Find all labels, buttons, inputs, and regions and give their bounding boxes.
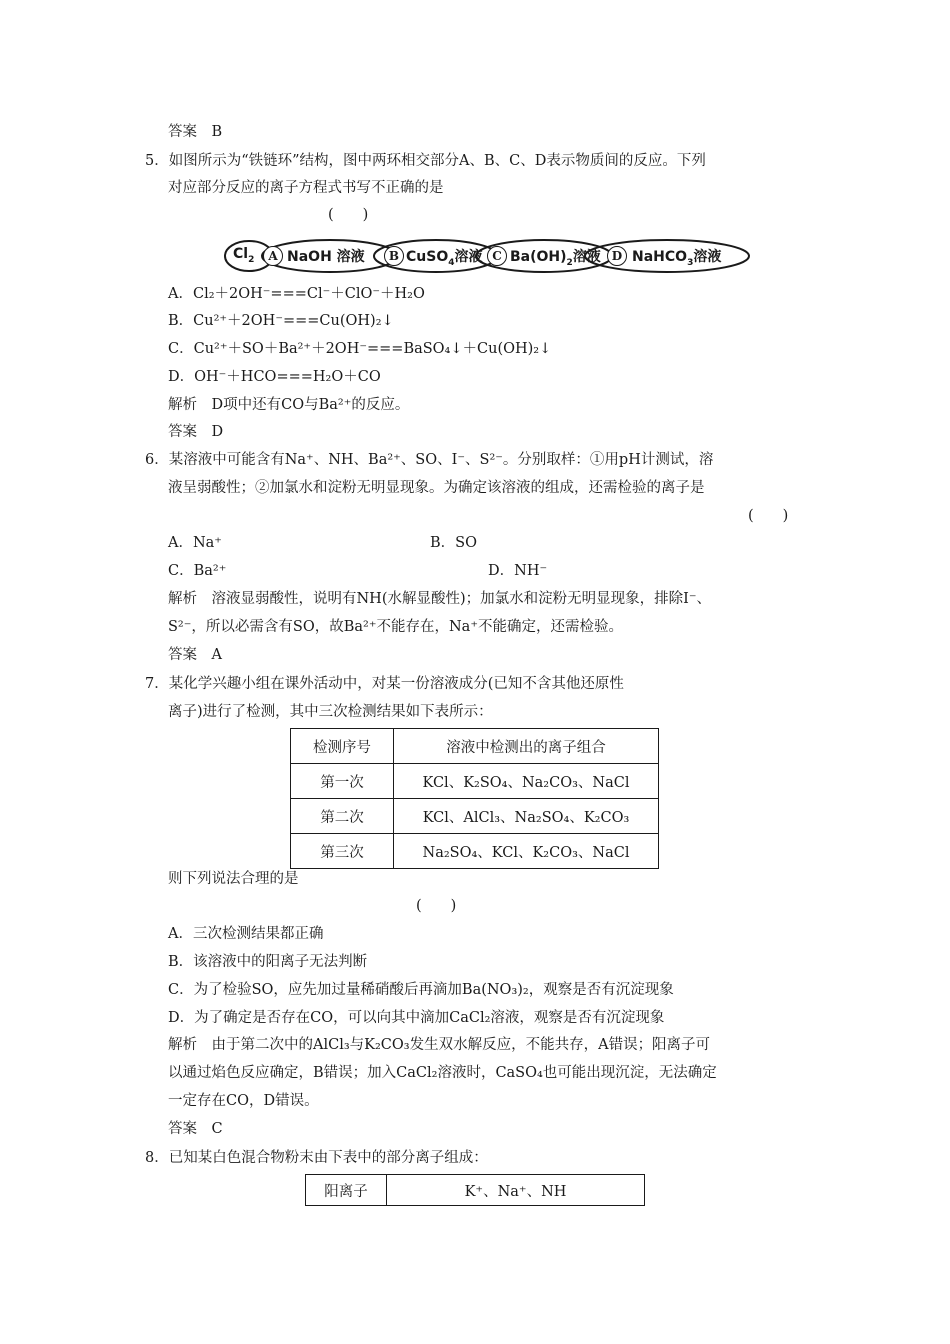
iron-chain-diagram (222, 237, 752, 275)
q6-analysis-line1: 解析 溶液显弱酸性，说明有NH(水解显酸性)；加氯水和淀粉无明显现象，排除I⁻、 (168, 591, 712, 607)
chain-naoh-label: NaOH 溶液 (287, 249, 365, 265)
q5-option-d: D．OH⁻＋HCO===H₂O＋CO (168, 369, 381, 385)
q8-table-label: 阳离子 (306, 1175, 387, 1206)
chain-cl2-label: $Cl_2$ (233, 246, 255, 265)
q7-table-header-row (291, 729, 659, 764)
q4-answer: 答案 B (168, 124, 223, 140)
q6-option-a: A．Na⁺ (168, 535, 222, 551)
q8-ion-table (305, 1174, 645, 1206)
table-row (291, 799, 659, 834)
chain-junction-b: B (384, 246, 404, 266)
table-row (291, 834, 659, 869)
q6-stem-line1: 6．某溶液中可能含有Na⁺、NH、Ba²⁺、SO、I⁻、S²⁻。分别取样：①用pH计测试，溶 (145, 452, 714, 468)
q7-stem-line2: 离子)进行了检测，其中三次检测结果如下表所示： (168, 704, 493, 720)
q7-table-cell-order: 第三次 (291, 834, 394, 869)
q8-stem: 8．已知某白色混合物粉末由下表中的部分离子组成： (145, 1150, 488, 1166)
q7-answer: 答案 C (168, 1121, 223, 1137)
chain-cuso4-label: CuSO$_4$溶液 (406, 249, 483, 268)
chain-junction-c: C (487, 246, 507, 266)
q7-analysis-line1: 解析 由于第二次中的AlCl₃与K₂CO₃发生双水解反应，不能共存，A错误；阳离子可 (168, 1037, 711, 1053)
q6-answer: 答案 A (168, 647, 222, 663)
q7-analysis-line2: 以通过焰色反应确定，B错误；加入CaCl₂溶液时，CaSO₄也可能出现沉淀，无法确定 (168, 1065, 717, 1081)
q7-option-b: B．该溶液中的阳离子无法判断 (168, 954, 368, 970)
q7-option-d: D．为了确定是否存在CO，可以向其中滴加CaCl₂溶液，观察是否有沉淀现象 (168, 1010, 665, 1026)
q7-table-cell-ions: Na₂SO₄、KCl、K₂CO₃、NaCl (394, 834, 659, 869)
q6-option-b: B．SO (430, 535, 477, 551)
q7-table-cell-order: 第二次 (291, 799, 394, 834)
q5-stem-line1: 5．如图所示为“铁链环”结构，图中两环相交部分A、B、C、D表示物质间的反应。下列 (145, 153, 706, 169)
q6-option-c: C．Ba²⁺ (168, 563, 227, 579)
chain-junction-d: D (607, 246, 627, 266)
q5-option-a: A．Cl₂＋2OH⁻===Cl⁻＋ClO⁻＋H₂O (168, 286, 425, 302)
table-row (291, 764, 659, 799)
q7-analysis-line3: 一定存在CO，D错误。 (168, 1093, 319, 1109)
q7-table-cell-order: 第一次 (291, 764, 394, 799)
q5-option-c: C．Cu²⁺＋SO＋Ba²⁺＋2OH⁻===BaSO₄↓＋Cu(OH)₂↓ (168, 341, 552, 357)
q5-answer: 答案 D (168, 424, 224, 440)
q6-answer-paren: ( ) (748, 508, 789, 524)
q7-table-header-cell: 检测序号 (291, 729, 394, 764)
chain-junction-a: A (263, 246, 283, 266)
q5-option-b: B．Cu²⁺＋2OH⁻===Cu(OH)₂↓ (168, 313, 394, 329)
q8-table-value: K⁺、Na⁺、NH (387, 1175, 645, 1206)
q6-analysis-line2: S²⁻，所以必需含有SO，故Ba²⁺不能存在，Na⁺不能确定，还需检验。 (168, 619, 623, 635)
q6-option-d: D．NH⁻ (488, 563, 548, 579)
q7-table-header-cell: 溶液中检测出的离子组合 (394, 729, 659, 764)
q5-analysis: 解析 D项中还有CO与Ba²⁺的反应。 (168, 397, 410, 413)
q7-detection-table (290, 728, 659, 869)
q5-stem-line2: 对应部分反应的离子方程式书写不正确的是 (168, 180, 444, 196)
q7-option-a: A．三次检测结果都正确 (168, 926, 324, 942)
chain-nahco3-label: NaHCO$_3$溶液 (632, 249, 722, 268)
q5-answer-paren: ( ) (328, 207, 369, 223)
q7-stem-line1: 7．某化学兴趣小组在课外活动中，对某一份溶液成分(已知不含其他还原性 (145, 676, 624, 692)
q7-table-cell-ions: KCl、K₂SO₄、Na₂CO₃、NaCl (394, 764, 659, 799)
q6-stem-line2: 液呈弱酸性；②加氯水和淀粉无明显现象。为确定该溶液的组成，还需检验的离子是 (168, 480, 705, 496)
q7-followup: 则下列说法合理的是 (168, 871, 299, 887)
q7-option-c: C．为了检验SO，应先加过量稀硝酸后再滴加Ba(NO₃)₂，观察是否有沉淀现象 (168, 982, 674, 998)
chain-baoh2-label: $Ba(OH)_2$溶液 (510, 249, 601, 268)
table-row (306, 1175, 645, 1206)
q7-table-cell-ions: KCl、AlCl₃、Na₂SO₄、K₂CO₃ (394, 799, 659, 834)
q7-answer-paren: ( ) (416, 898, 457, 914)
